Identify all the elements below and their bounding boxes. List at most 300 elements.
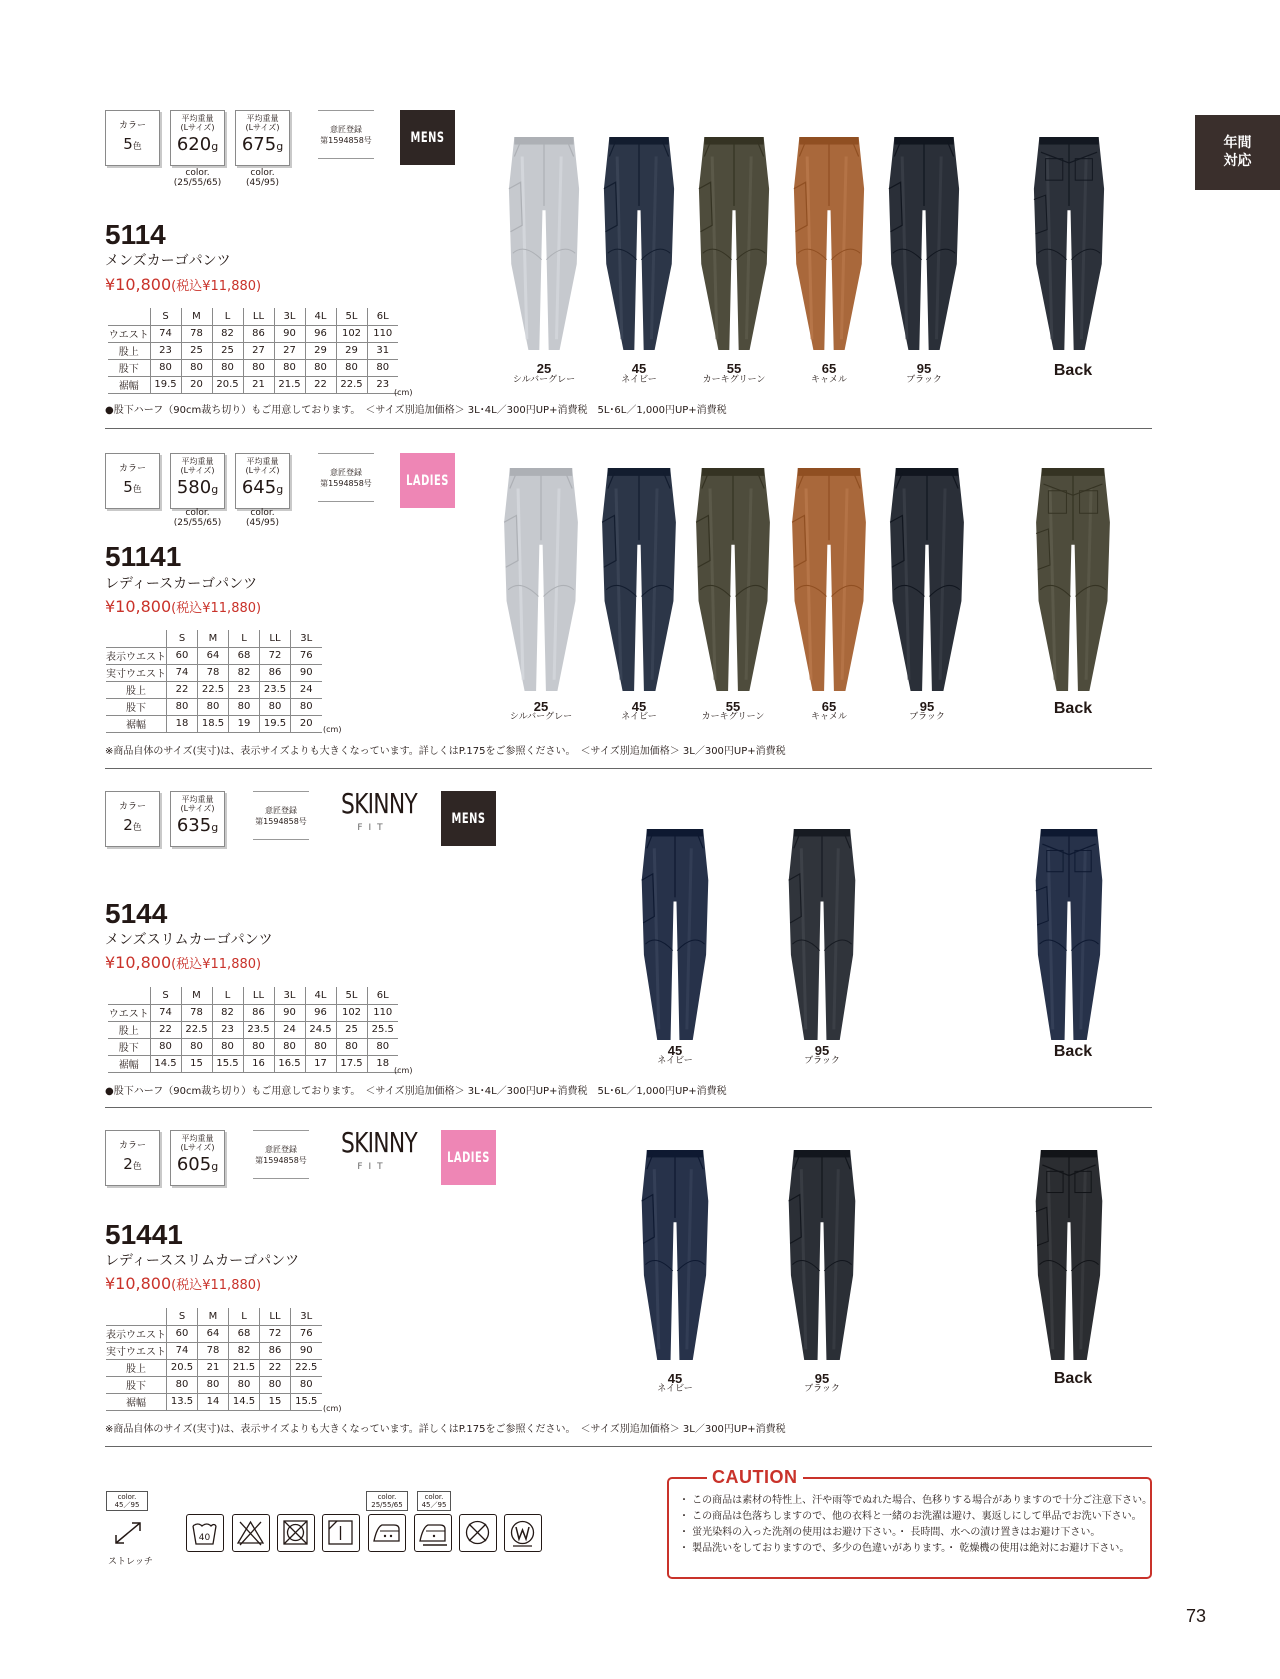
mens-badge: MENS [441, 791, 496, 846]
size-header: S [167, 1308, 198, 1325]
color-number: 25 [533, 699, 549, 714]
size-cell: 80 [305, 359, 336, 376]
color-name: ネイビー [621, 375, 657, 385]
size-cell: 102 [336, 325, 367, 342]
size-table [106, 630, 322, 733]
stretch-color-note: color. 45／95 [106, 1491, 148, 1511]
size-note: ●股下ハーフ（90cm裁ち切り）もご用意しております。 ＜サイズ別追加価格＞ 3L･4L／300円UP+消費税 5L･6L／1,000円UP+消費税 [105, 405, 727, 416]
weight-box: 平均重量 (Lサイズ) 605g [170, 1130, 225, 1186]
size-cell: 22 [260, 1359, 291, 1376]
size-header: 4L [305, 987, 336, 1004]
weight-box: 平均重量 (Lサイズ) 620g [170, 110, 225, 166]
size-cell: 80 [291, 698, 322, 715]
size-header: M [181, 308, 212, 325]
size-row-label: 表示ウエスト [106, 1325, 167, 1342]
size-cell: 80 [167, 1376, 198, 1393]
size-row [106, 1359, 322, 1376]
size-cell: 74 [150, 325, 181, 342]
size-row-label: 股上 [108, 1021, 150, 1038]
mens-badge: MENS [400, 110, 455, 165]
color-name: ネイビー [657, 1384, 693, 1394]
size-row [106, 681, 322, 698]
color-number: 95 [814, 1043, 830, 1058]
size-cell: 16.5 [274, 1055, 305, 1072]
pants-image-front [785, 1148, 859, 1364]
size-cell: 72 [260, 1325, 291, 1342]
size-cell: 86 [243, 1004, 274, 1021]
product-code: 5144 [105, 898, 168, 929]
pants-image-front [788, 466, 870, 695]
size-row [106, 1325, 322, 1342]
size-row-label: ウエスト [108, 1004, 150, 1021]
pants-image-front [638, 827, 712, 1044]
size-header: L [229, 1308, 260, 1325]
section-divider [105, 428, 1152, 429]
color-name: シルバーグレー [509, 712, 573, 722]
size-header-blank [106, 630, 167, 647]
weight-color-note: color. (45/95) [246, 168, 279, 188]
size-cell: 74 [150, 1004, 181, 1021]
size-cell: 80 [243, 1038, 274, 1055]
weight-color-note: color. (25/55/65) [173, 168, 222, 188]
size-cell: 80 [167, 698, 198, 715]
unit-cm: (cm) [323, 725, 342, 734]
size-cell: 15.5 [212, 1055, 243, 1072]
size-cell: 76 [291, 647, 322, 664]
size-row-label: 表示ウエスト [106, 647, 167, 664]
size-cell: 18.5 [198, 715, 229, 732]
wet-clean-icon [504, 1514, 542, 1552]
size-header: 6L [367, 308, 398, 325]
size-header: L [212, 987, 243, 1004]
size-row-label: 股上 [108, 342, 150, 359]
size-cell: 60 [167, 1325, 198, 1342]
size-cell: 80 [198, 698, 229, 715]
section-divider [105, 1446, 1152, 1447]
size-cell: 24 [274, 1021, 305, 1038]
product-code: 51141 [105, 541, 182, 572]
size-header: L [229, 630, 260, 647]
size-cell: 80 [367, 359, 398, 376]
product-price: ¥10,800(税込¥11,880) [105, 1274, 262, 1293]
size-cell: 90 [274, 1004, 305, 1021]
size-cell: 15 [181, 1055, 212, 1072]
size-cell: 25.5 [367, 1021, 398, 1038]
size-note: ※商品自体のサイズ(実寸)は、表示サイズよりも大きくなっています。詳しくはP.175をご参照ください。 ＜サイズ別追加価格＞ 3L／300円UP+消費税 [105, 1424, 786, 1435]
size-header-blank [108, 308, 150, 325]
size-cell: 23 [229, 681, 260, 698]
size-header: LL [243, 987, 274, 1004]
size-cell: 25 [181, 342, 212, 359]
size-cell: 19.5 [260, 715, 291, 732]
size-cell: 80 [212, 1038, 243, 1055]
size-note: ※商品自体のサイズ(実寸)は、表示サイズよりも大きくなっています。詳しくはP.175をご参照ください。 ＜サイズ別追加価格＞ 3L／300円UP+消費税 [105, 746, 786, 757]
size-cell: 23.5 [243, 1021, 274, 1038]
color-count-box: カラー 2色 [105, 791, 160, 847]
size-cell: 14.5 [229, 1393, 260, 1410]
size-cell: 86 [260, 1342, 291, 1359]
pants-image-back [1032, 827, 1106, 1044]
color-number: 95 [916, 361, 932, 376]
size-cell: 78 [198, 1342, 229, 1359]
size-row-label: 股下 [108, 359, 150, 376]
size-cell: 15.5 [291, 1393, 322, 1410]
size-row-label: 実寸ウエスト [106, 664, 167, 681]
size-cell: 80 [150, 1038, 181, 1055]
size-header: S [167, 630, 198, 647]
size-header: S [150, 308, 181, 325]
size-cell: 80 [274, 1038, 305, 1055]
pants-image-back [1030, 135, 1108, 354]
size-cell: 78 [181, 325, 212, 342]
size-table [108, 308, 398, 394]
pants-image-front [695, 135, 773, 354]
size-table [106, 1308, 322, 1411]
size-cell: 14 [198, 1393, 229, 1410]
color-number: 45 [667, 1371, 683, 1386]
size-row-label: 股下 [106, 698, 167, 715]
size-cell: 21 [243, 376, 274, 393]
size-row [108, 325, 398, 342]
size-cell: 90 [274, 325, 305, 342]
product-name: メンズカーゴパンツ [105, 253, 231, 269]
size-cell: 82 [229, 664, 260, 681]
size-row-label: ウエスト [108, 325, 150, 342]
color-number: 95 [814, 1371, 830, 1386]
size-header: 3L [274, 987, 305, 1004]
color-name: カーキグリーン [701, 712, 765, 722]
color-number: 55 [726, 361, 742, 376]
size-row [106, 647, 322, 664]
color-name: ブラック [906, 375, 942, 385]
size-header-blank [106, 1308, 167, 1325]
iron-medium-icon [368, 1514, 406, 1552]
caution-title: CAUTION [707, 1466, 803, 1488]
color-name: ブラック [804, 1384, 840, 1394]
stretch-icon [112, 1519, 144, 1547]
size-cell: 80 [181, 1038, 212, 1055]
weight-color-note: color. (25/55/65) [173, 508, 222, 528]
size-cell: 80 [367, 1038, 398, 1055]
size-cell: 80 [229, 698, 260, 715]
size-cell: 23 [212, 1021, 243, 1038]
weight-box: 平均重量 (Lサイズ) 675g [235, 110, 290, 166]
unit-cm: (cm) [394, 388, 413, 397]
pants-image-front [598, 466, 680, 695]
product-code: 5114 [105, 219, 166, 250]
color-number: 65 [821, 361, 837, 376]
size-cell: 21.5 [229, 1359, 260, 1376]
pants-image-front [886, 466, 968, 695]
size-cell: 82 [229, 1342, 260, 1359]
color-number: 45 [631, 699, 647, 714]
size-cell: 78 [198, 664, 229, 681]
color-number: 55 [725, 699, 741, 714]
color-count-box: カラー 5色 [105, 110, 160, 166]
size-cell: 72 [260, 647, 291, 664]
color-number: 65 [821, 699, 837, 714]
size-cell: 17.5 [336, 1055, 367, 1072]
size-row [106, 698, 322, 715]
no-tumble-dry-icon [277, 1514, 315, 1552]
size-cell: 68 [229, 647, 260, 664]
pants-image-front [785, 827, 859, 1044]
pants-image-front [790, 135, 868, 354]
size-cell: 31 [367, 342, 398, 359]
size-row-label: 実寸ウエスト [106, 1342, 167, 1359]
size-cell: 27 [274, 342, 305, 359]
caution-list [679, 1493, 1153, 1557]
caution-item: ・ 蛍光染料の入った洗剤の使用はお避け下さい。・ 長時間、水への漬け置きはお避け下さい。 [679, 1527, 1101, 1538]
caution-item: ・ この商品は素材の特性上、汗や雨等でぬれた場合、色移りする場合がありますので十分ご注意下さい。 [679, 1495, 1153, 1506]
size-cell: 78 [181, 1004, 212, 1021]
pants-image-front [885, 135, 963, 354]
ladies-badge: LADIES [400, 453, 455, 508]
size-cell: 24.5 [305, 1021, 336, 1038]
size-row-label: 裾幅 [108, 1055, 150, 1072]
size-cell: 22 [305, 376, 336, 393]
size-row-label: 股下 [108, 1038, 150, 1055]
back-label: Back [1053, 1043, 1093, 1060]
size-cell: 64 [198, 1325, 229, 1342]
skinny-fit-logo: SKINNY FIT [341, 1126, 417, 1172]
section-divider [105, 1107, 1152, 1108]
size-header: L [212, 308, 243, 325]
size-cell: 82 [212, 325, 243, 342]
size-cell: 96 [305, 325, 336, 342]
ladies-badge: LADIES [441, 1130, 496, 1185]
color-name: キャメル [810, 712, 847, 722]
size-row [108, 1021, 398, 1038]
size-row-label: 裾幅 [106, 1393, 167, 1410]
unit-cm: (cm) [323, 1404, 342, 1413]
size-row [108, 376, 398, 393]
size-cell: 86 [243, 325, 274, 342]
pants-image-back [1032, 466, 1114, 695]
size-cell: 80 [150, 359, 181, 376]
color-number: 25 [536, 361, 552, 376]
size-cell: 80 [305, 1038, 336, 1055]
size-cell: 25 [212, 342, 243, 359]
design-registration: 意匠登録 第1594858号 [253, 791, 309, 840]
size-cell: 102 [336, 1004, 367, 1021]
size-header: 6L [367, 987, 398, 1004]
size-cell: 22.5 [181, 1021, 212, 1038]
size-row [106, 715, 322, 732]
size-cell: 19 [229, 715, 260, 732]
size-row [106, 664, 322, 681]
size-cell: 18 [367, 1055, 398, 1072]
pants-image-back [1032, 1148, 1106, 1364]
size-row [108, 1038, 398, 1055]
color-name: ネイビー [621, 712, 657, 722]
size-cell: 13.5 [167, 1393, 198, 1410]
size-header: 3L [291, 1308, 322, 1325]
weight-box: 平均重量 (Lサイズ) 645g [235, 453, 290, 509]
size-header: 5L [336, 308, 367, 325]
size-cell: 76 [291, 1325, 322, 1342]
unit-cm: (cm) [394, 1066, 413, 1075]
size-row-label: 股上 [106, 681, 167, 698]
size-cell: 80 [181, 359, 212, 376]
product-name: レディースカーゴパンツ [105, 576, 258, 592]
size-note: ●股下ハーフ（90cm裁ち切り）もご用意しております。 ＜サイズ別追加価格＞ 3L･4L／300円UP+消費税 5L･6L／1,000円UP+消費税 [105, 1086, 727, 1097]
size-cell: 80 [198, 1376, 229, 1393]
size-cell: 22.5 [291, 1359, 322, 1376]
size-cell: 15 [260, 1393, 291, 1410]
size-cell: 80 [336, 1038, 367, 1055]
size-cell: 22.5 [336, 376, 367, 393]
caution-item: ・ 製品洗いをしておりますので、多少の色違いがあります。・ 乾燥機の使用は絶対にお避け下さい。 [679, 1543, 1130, 1554]
product-name: メンズスリムカーゴパンツ [105, 932, 273, 948]
product-code: 51441 [105, 1219, 183, 1250]
weight-color-note: color. (45/95) [246, 508, 279, 528]
color-count-box: カラー 5色 [105, 453, 160, 509]
size-header: M [181, 987, 212, 1004]
size-header: LL [260, 1308, 291, 1325]
size-row [106, 1393, 322, 1410]
size-cell: 80 [260, 698, 291, 715]
size-row-label: 裾幅 [106, 715, 167, 732]
size-cell: 80 [336, 359, 367, 376]
size-cell: 27 [243, 342, 274, 359]
size-row [108, 1004, 398, 1021]
weight-box: 平均重量 (Lサイズ) 635g [170, 791, 225, 847]
section-divider [105, 768, 1152, 769]
size-cell: 90 [291, 1342, 322, 1359]
size-header: 5L [336, 987, 367, 1004]
design-registration: 意匠登録 第1594858号 [318, 110, 374, 159]
size-cell: 21.5 [274, 376, 305, 393]
size-cell: 20.5 [212, 376, 243, 393]
size-row [108, 342, 398, 359]
color-name: カーキグリーン [702, 375, 766, 385]
pants-image-front [505, 135, 583, 354]
iron-low-icon [414, 1514, 452, 1552]
size-cell: 25 [336, 1021, 367, 1038]
size-cell: 17 [305, 1055, 336, 1072]
size-row [106, 1342, 322, 1359]
color-name: ブラック [804, 1056, 840, 1066]
skinny-fit-logo: SKINNY FIT [341, 787, 417, 833]
product-name: レディーススリムカーゴパンツ [105, 1253, 300, 1269]
size-cell: 21 [198, 1359, 229, 1376]
caution-box [667, 1467, 1153, 1579]
size-cell: 64 [198, 647, 229, 664]
size-header: 4L [305, 308, 336, 325]
size-cell: 19.5 [150, 376, 181, 393]
size-cell: 74 [167, 664, 198, 681]
size-cell: 80 [260, 1376, 291, 1393]
size-row-label: 股上 [106, 1359, 167, 1376]
color-number: 45 [667, 1043, 683, 1058]
size-cell: 80 [243, 359, 274, 376]
size-row-label: 裾幅 [108, 376, 150, 393]
size-cell: 20 [291, 715, 322, 732]
size-cell: 20.5 [167, 1359, 198, 1376]
wash-40-icon [186, 1514, 224, 1552]
weight-box: 平均重量 (Lサイズ) 580g [170, 453, 225, 509]
design-registration: 意匠登録 第1594858号 [253, 1130, 309, 1179]
size-header: S [150, 987, 181, 1004]
stretch-label: ストレッチ [108, 1557, 153, 1567]
size-row [108, 359, 398, 376]
color-number: 45 [631, 361, 647, 376]
size-row [108, 1055, 398, 1072]
pants-image-front [692, 466, 774, 695]
size-cell: 29 [305, 342, 336, 359]
size-cell: 23.5 [260, 681, 291, 698]
product-price: ¥10,800(税込¥11,880) [105, 597, 262, 616]
size-cell: 80 [229, 1376, 260, 1393]
size-cell: 68 [229, 1325, 260, 1342]
pants-image-front [600, 135, 678, 354]
size-table [108, 987, 398, 1073]
size-cell: 29 [336, 342, 367, 359]
size-header: 3L [274, 308, 305, 325]
size-cell: 14.5 [150, 1055, 181, 1072]
shade-drip-dry-icon [322, 1514, 360, 1552]
size-row [106, 1376, 322, 1393]
size-cell: 60 [167, 647, 198, 664]
size-cell: 110 [367, 1004, 398, 1021]
back-label: Back [1053, 700, 1093, 717]
size-cell: 24 [291, 681, 322, 698]
size-header: LL [260, 630, 291, 647]
size-row-label: 股下 [106, 1376, 167, 1393]
size-cell: 90 [291, 664, 322, 681]
color-name: キャメル [810, 375, 847, 385]
design-registration: 意匠登録 第1594858号 [318, 453, 374, 502]
size-cell: 23 [367, 376, 398, 393]
size-cell: 80 [274, 359, 305, 376]
color-name: シルバーグレー [512, 375, 576, 385]
care-color-note: color. 25/55/65 [366, 1491, 408, 1511]
size-cell: 80 [291, 1376, 322, 1393]
size-cell: 110 [367, 325, 398, 342]
color-name: ネイビー [657, 1056, 693, 1066]
no-dry-clean-icon [459, 1514, 497, 1552]
product-price: ¥10,800(税込¥11,880) [105, 275, 262, 294]
page-number: 73 [1186, 1606, 1207, 1626]
size-header: LL [243, 308, 274, 325]
pants-image-front [638, 1148, 712, 1364]
size-header: 3L [291, 630, 322, 647]
size-cell: 23 [150, 342, 181, 359]
no-bleach-icon [232, 1514, 270, 1552]
size-cell: 16 [243, 1055, 274, 1072]
color-count-box: カラー 2色 [105, 1130, 160, 1186]
wash-temp-text: 40 [198, 1533, 211, 1543]
product-price: ¥10,800(税込¥11,880) [105, 953, 262, 972]
back-label: Back [1053, 1370, 1093, 1387]
size-cell: 20 [181, 376, 212, 393]
size-header: M [198, 1308, 229, 1325]
season-tab: 年間 対応 [1195, 115, 1280, 190]
size-cell: 80 [212, 359, 243, 376]
size-header: M [198, 630, 229, 647]
color-number: 95 [919, 699, 935, 714]
size-cell: 22 [167, 681, 198, 698]
caution-item: ・ この商品は色落ちしますので、他の衣料と一緒のお洗濯は避け、裏返しにして単品でお洗い下さい。 [679, 1511, 1142, 1522]
pants-image-front [500, 466, 582, 695]
back-label: Back [1053, 362, 1093, 379]
color-name: ブラック [909, 712, 945, 722]
size-cell: 82 [212, 1004, 243, 1021]
size-cell: 22.5 [198, 681, 229, 698]
size-cell: 74 [167, 1342, 198, 1359]
size-cell: 22 [150, 1021, 181, 1038]
